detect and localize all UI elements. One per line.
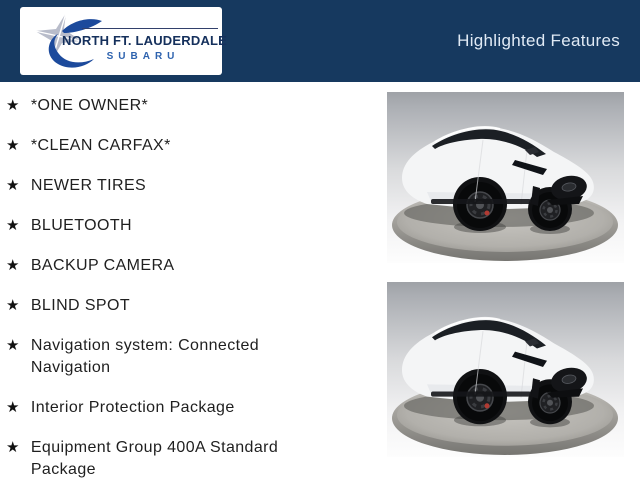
- feature-text: *CLEAN CARFAX*: [30, 137, 171, 154]
- vehicle-photo-1-image: [387, 92, 624, 263]
- star-bullet-icon: ★: [6, 337, 20, 354]
- feature-text: *ONE OWNER*: [30, 97, 149, 114]
- header-band: [0, 0, 640, 82]
- vehicle-photo-2-image: [387, 282, 624, 457]
- feature-text: Equipment Group 400A Standard Package: [30, 439, 279, 478]
- feature-item: [6, 335, 340, 379]
- vehicle-photo-2: [387, 282, 624, 457]
- dealer-logo-text: [62, 33, 228, 63]
- dealer-logo: [20, 7, 228, 75]
- star-bullet-icon: ★: [6, 97, 20, 114]
- feature-text: BLUETOOTH: [30, 217, 132, 234]
- feature-item: [6, 295, 340, 317]
- feature-text: BLIND SPOT: [30, 297, 130, 314]
- feature-text: Interior Protection Package: [30, 399, 235, 416]
- feature-item: [6, 135, 340, 157]
- star-bullet-icon: ★: [6, 399, 20, 416]
- vehicle-photos-column: [387, 92, 624, 457]
- feature-item: [6, 175, 340, 197]
- star-bullet-icon: ★: [6, 137, 20, 154]
- star-bullet-icon: ★: [6, 177, 20, 194]
- feature-item: [6, 397, 340, 419]
- features-list: [0, 82, 340, 481]
- feature-item: [6, 437, 340, 481]
- feature-item: [6, 215, 340, 237]
- feature-item: [6, 255, 340, 277]
- feature-text: Navigation system: Connected Navigation: [30, 337, 260, 376]
- feature-text: BACKUP CAMERA: [30, 257, 175, 274]
- content-area: [0, 82, 640, 480]
- star-bullet-icon: ★: [6, 297, 20, 314]
- vehicle-photo-1: [387, 92, 624, 263]
- dealer-name: NORTH FT. LAUDERDALE: [62, 33, 228, 48]
- feature-text: NEWER TIRES: [30, 177, 147, 194]
- star-bullet-icon: ★: [6, 439, 20, 456]
- logo-divider-line: [82, 28, 218, 29]
- feature-item: [6, 95, 340, 117]
- star-bullet-icon: ★: [6, 257, 20, 274]
- page-title: Highlighted Features: [457, 31, 620, 50]
- dealer-brand: SUBARU: [106, 51, 180, 63]
- star-bullet-icon: ★: [6, 217, 20, 234]
